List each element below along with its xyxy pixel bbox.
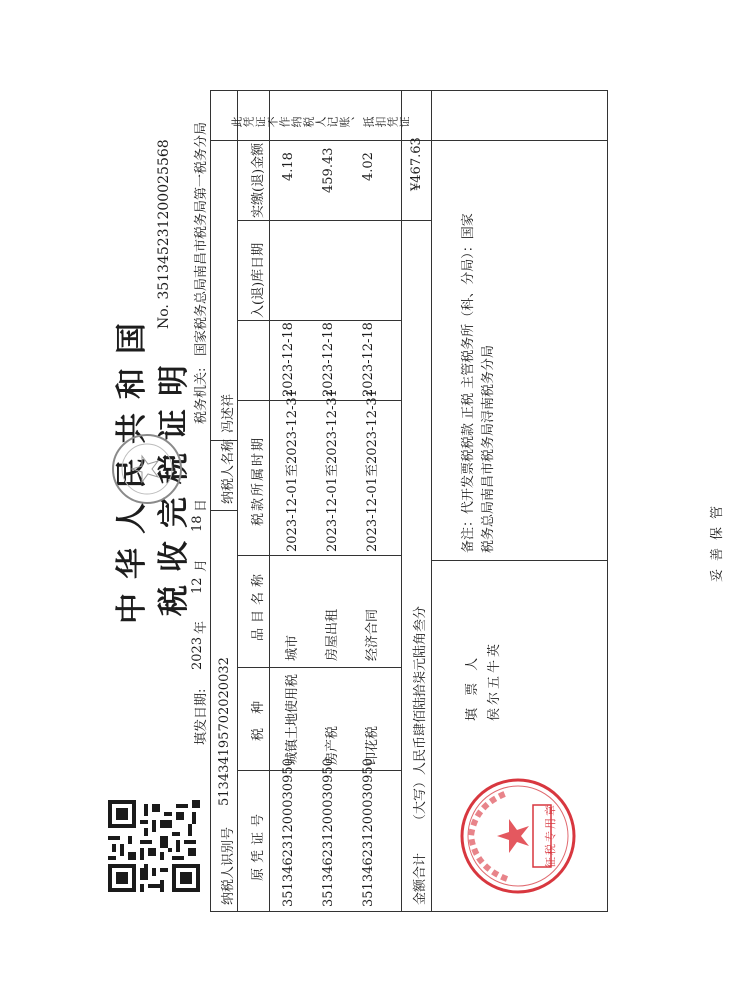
filler-name: 侯尔五牛英 xyxy=(487,640,502,721)
total-words: （大写）人民币肆佰陆拾柒元陆角叁分 xyxy=(413,605,428,827)
row1-amount: 4.18 xyxy=(281,152,296,181)
row1-item: 城市 xyxy=(285,634,300,661)
remarks-line1: 备注：代开发票税税款 正税 主管税务所（科、分局）：国家 xyxy=(461,213,476,553)
fill-date-month: 12 xyxy=(190,577,205,594)
header-period: 税款所属时期 xyxy=(251,435,266,526)
qr-code-icon xyxy=(108,800,200,892)
official-stamp-icon xyxy=(110,432,184,506)
title-line2: 税收完税证明 xyxy=(156,352,192,616)
row3-date: 2023-12-18 xyxy=(361,322,376,397)
row3-period: 2023-12-01至2023-12-31 xyxy=(365,389,380,552)
fill-date-day: 18 xyxy=(190,515,205,532)
fill-date-year: 2023 xyxy=(190,636,205,670)
header-voucher: 原凭证号 xyxy=(251,808,266,881)
row3-tax-type: 印花税 xyxy=(365,725,380,765)
header-amount: 实缴(退)金额 xyxy=(251,142,266,218)
total-value: ¥467.63 xyxy=(409,137,424,191)
tax-seal-icon xyxy=(457,775,579,897)
row3-voucher: 351346231200030950 xyxy=(361,758,376,907)
seal-text: 征税专用章 xyxy=(544,803,557,868)
row3-amount: 4.02 xyxy=(361,152,376,181)
side-note: 妥善保管 xyxy=(710,497,725,582)
title-line1: 中华人民共和国 xyxy=(114,309,150,624)
taxpayer-id-value: 513434195702020032 xyxy=(217,657,232,806)
filler-label: 填 票 人 xyxy=(465,653,480,721)
certificate-number: No. 351345231200025568 xyxy=(156,139,172,329)
row2-date: 2023-12-18 xyxy=(321,322,336,397)
row2-voucher: 351346231200030950 xyxy=(321,758,336,907)
fill-date-label: 填发日期: xyxy=(194,688,209,745)
header-tax-type: 税 种 xyxy=(251,695,266,741)
row1-tax-type: 城镇土地使用税 xyxy=(285,673,300,765)
right-note: 此凭证不作纳税人记账、抵扣凭证 xyxy=(231,116,411,129)
remarks-line2: 税务总局南昌市税务局浔南税务分局 xyxy=(481,344,496,553)
fill-date-day-unit: 日 xyxy=(194,498,209,512)
row1-period: 2023-12-01至2023-12-31 xyxy=(285,389,300,552)
row2-item: 房屋出租 xyxy=(325,608,340,661)
fill-date-year-unit: 年 xyxy=(194,620,209,634)
taxpayer-name-label: 纳税人名称 xyxy=(221,438,236,504)
row1-date: 2023-12-18 xyxy=(281,322,296,397)
total-label: 金额合计 xyxy=(413,852,428,905)
tax-authority-label: 税务机关: xyxy=(194,367,209,424)
taxpayer-name-value: 冯述祥 xyxy=(221,393,236,433)
header-date: 入(退)库日期 xyxy=(251,242,266,318)
row2-amount: 459.43 xyxy=(321,147,336,193)
row2-tax-type: 房产税 xyxy=(325,725,340,765)
row2-period: 2023-12-01至2023-12-31 xyxy=(325,389,340,552)
taxpayer-id-label: 纳税人识别号 xyxy=(221,826,236,905)
certificate xyxy=(90,90,728,912)
tax-authority-value: 国家税务总局南昌市税务局第一税务分局 xyxy=(194,121,209,356)
row1-voucher: 351346231200030950 xyxy=(281,758,296,907)
fill-date-month-unit: 月 xyxy=(194,558,209,572)
row3-item: 经济合同 xyxy=(365,608,380,661)
header-item: 品目名称 xyxy=(251,568,266,641)
